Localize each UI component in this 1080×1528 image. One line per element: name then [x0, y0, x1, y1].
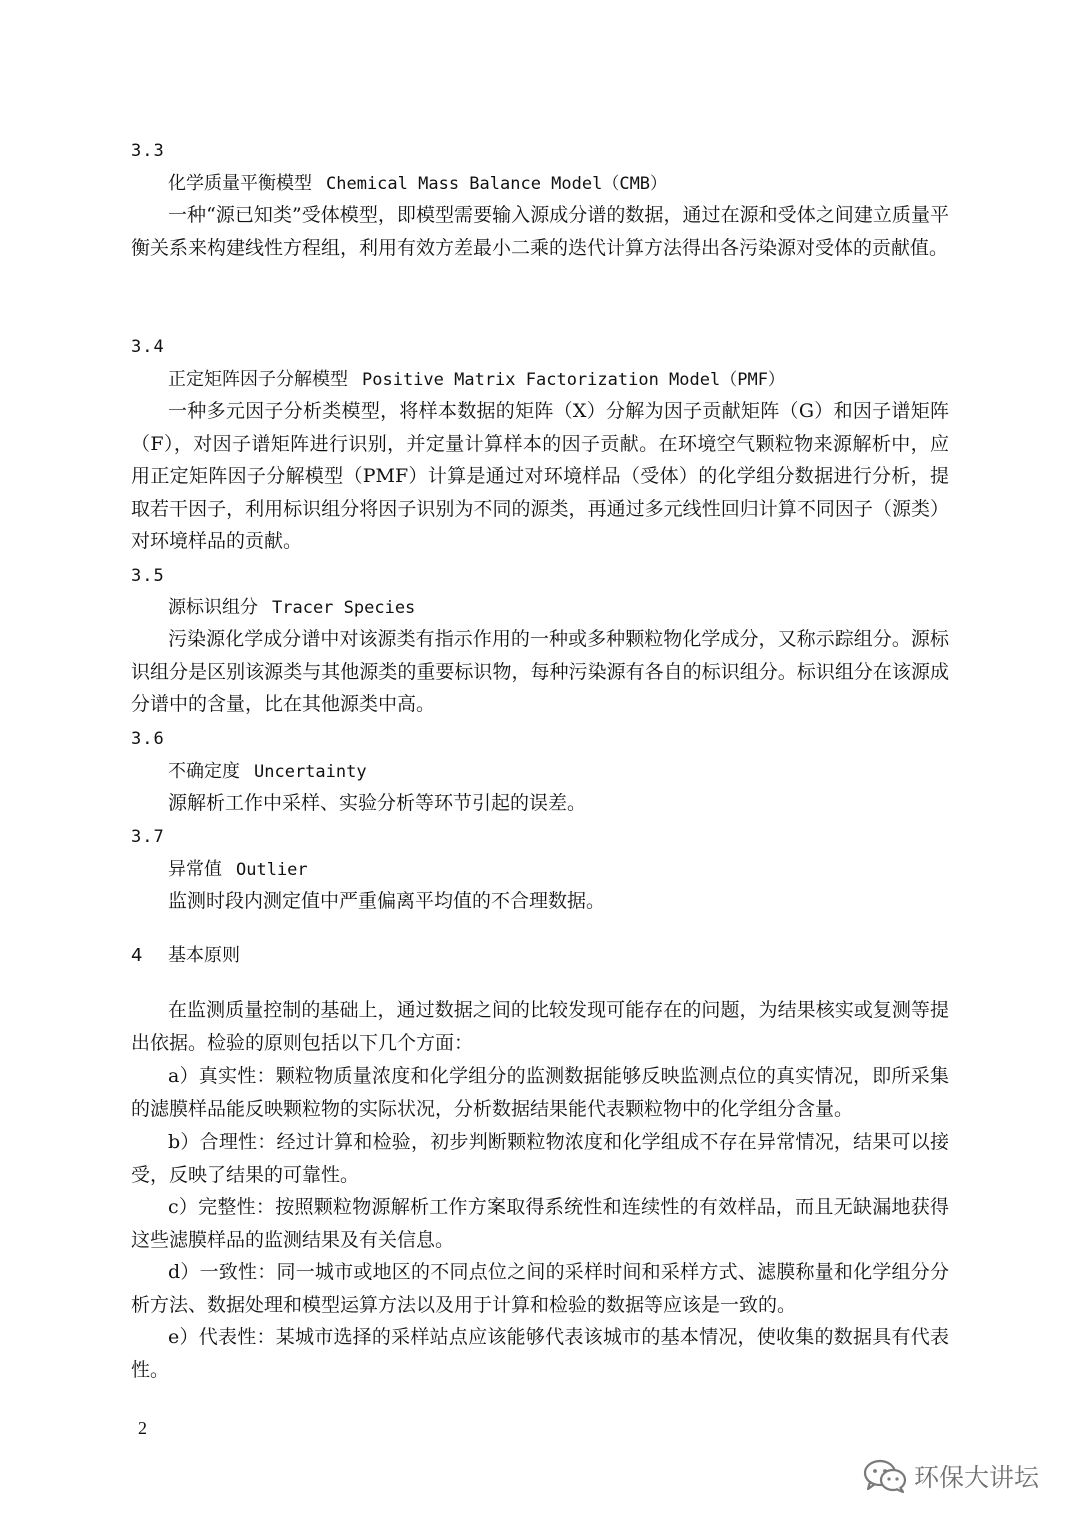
term-heading-tracer	[168, 597, 415, 619]
section-number-3-7: 3.7	[131, 827, 165, 847]
wechat-icon	[862, 1458, 908, 1494]
section-title: 基本原则	[168, 945, 240, 966]
section-number-4: 4	[131, 945, 143, 966]
principle-item-d: d）一致性：同一城市或地区的不同点位之间的采样时间和采样方式、滤膜称量和化学组分分析方法、数据处理和模型运算方法以及用于计算和检验的数据等应该是一致的。	[131, 1261, 949, 1316]
principle-item-a: a）真实性：颗粒物质量浓度和化学组分的监测数据能够反映监测点位的真实情况，即所采集的滤膜样品能反映颗粒物的实际状况，分析数据结果能代表颗粒物中的化学组分含量。	[131, 1065, 949, 1120]
term-zh: 源标识组分	[168, 597, 258, 618]
term-heading-uncertainty	[168, 761, 367, 783]
principle-item-c: c）完整性：按照颗粒物源解析工作方案取得系统性和连续性的有效样品，而且无缺漏地获得这些滤膜样品的监测结果及有关信息。	[131, 1196, 949, 1251]
definition-paragraph-uncertainty: 源解析工作中采样、实验分析等环节引起的误差。	[168, 792, 587, 814]
term-zh: 异常值	[168, 859, 222, 880]
page-number: 2	[138, 1418, 147, 1438]
definition-paragraph-cmb: 一种“源已知类”受体模型，即模型需要输入源成分谱的数据，通过在源和受体之间建立质量平衡关系来构建线性方程组，利用有效方差最小二乘的迭代计算方法得出各污染源对受体的贡献值。	[131, 204, 949, 259]
term-heading-cmb	[168, 173, 667, 195]
definition-paragraph-tracer: 污染源化学成分谱中对该源类有指示作用的一种或多种颗粒物化学成分，又称示踪组分。源标识组分是区别该源类与其他源类的重要标识物，每种污染源有各自的标识组分。标识组分在该源成分谱中的含量，比在其他源类中高。	[131, 628, 949, 716]
watermark	[862, 1458, 1039, 1494]
term-en: Outlier	[236, 860, 308, 880]
term-heading-pmf	[168, 369, 785, 391]
section-number-3-3: 3.3	[131, 141, 165, 161]
term-en: Positive Matrix Factorization Model（PMF）	[362, 370, 785, 390]
definition-paragraph-pmf: 一种多元因子分析类模型，将样本数据的矩阵（X）分解为因子贡献矩阵（G）和因子谱矩阵（F），对因子谱矩阵进行识别，并定量计算样本的因子贡献。在环境空气颗粒物来源解析中，应用正定矩阵因子分解模型（PMF）计算是通过对环境样品（受体）的化学组分数据进行分析，提取若干因子，利用标识组分将因子识别为不同的源类，再通过多元线性回归计算不同因子（源类）对环境样品的贡献。	[131, 400, 949, 553]
term-zh: 化学质量平衡模型	[168, 173, 312, 194]
section-number-3-6: 3.6	[131, 729, 165, 749]
section-number-3-5: 3.5	[131, 566, 165, 586]
section-heading-4	[131, 945, 240, 967]
principle-item-e: e）代表性：某城市选择的采样站点应该能够代表该城市的基本情况，使收集的数据具有代表性。	[131, 1326, 949, 1381]
principles-intro: 在监测质量控制的基础上，通过数据之间的比较发现可能存在的问题，为结果核实或复测等提出依据。检验的原则包括以下几个方面：	[131, 999, 949, 1054]
watermark-text: 环保大讲坛	[914, 1463, 1040, 1492]
definition-paragraph-outlier: 监测时段内测定值中严重偏离平均值的不合理数据。	[168, 890, 606, 912]
term-heading-outlier	[168, 859, 308, 881]
section-number-3-4: 3.4	[131, 337, 165, 357]
term-en: Chemical Mass Balance Model（CMB）	[326, 174, 668, 194]
principle-item-b: b）合理性：经过计算和检验，初步判断颗粒物浓度和化学组成不存在异常情况，结果可以接受，反映了结果的可靠性。	[131, 1131, 949, 1186]
term-en: Uncertainty	[254, 762, 367, 782]
term-zh: 正定矩阵因子分解模型	[168, 369, 348, 390]
term-zh: 不确定度	[168, 761, 240, 782]
term-en: Tracer Species	[272, 598, 416, 618]
